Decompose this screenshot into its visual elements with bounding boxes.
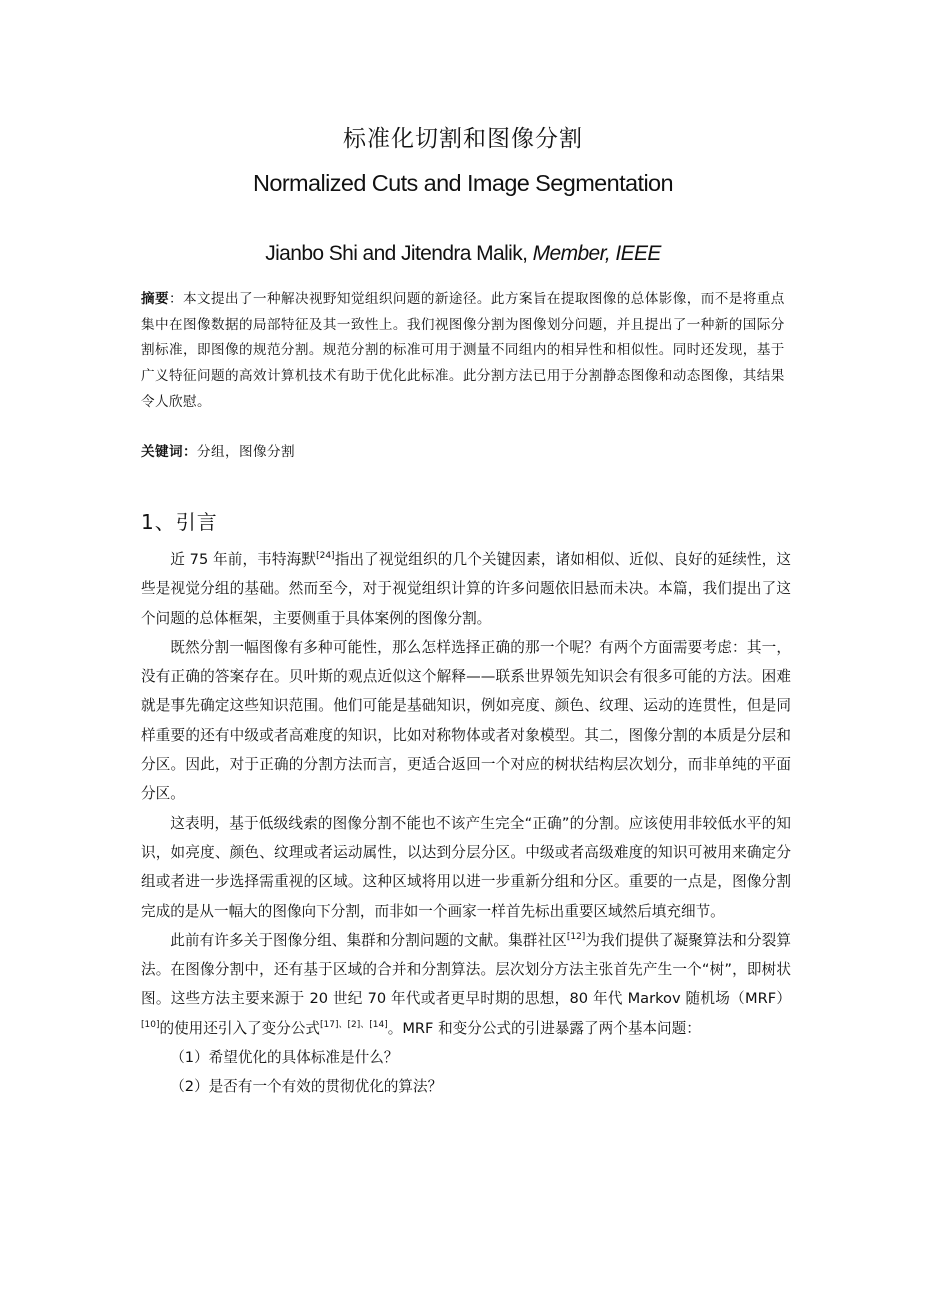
paper-title-chinese: 标准化切割和图像分割 bbox=[343, 126, 583, 152]
paragraph bbox=[141, 926, 791, 1043]
section-heading-introduction: 1、引言 bbox=[141, 510, 218, 534]
abstract-label: 摘要 bbox=[141, 291, 169, 307]
abstract bbox=[141, 287, 791, 416]
citation: [10] bbox=[141, 1019, 160, 1030]
abstract-text: 本文提出了一种解决视野知觉组织问题的新途径。此方案旨在提取图像的总体影像，而不是将重点集中在图像数据的局部特征及其一致性上。我们视图像分割为图像划分问题，并且提出了一种新的国际分割标准，即图像的规范分割。规范分割的标准可用于测量不同组内的相异性和相似性。同时还发现，基于广义特征问题的高效计算机技术有助于优化此标准。此分割方法已用于分割静态图像和动态图像，其结果令人欣慰。 bbox=[141, 291, 785, 410]
citation: [12] bbox=[566, 932, 586, 942]
paragraph-text: 此前有许多关于图像分组、集群和分割问题的文献。集群社区 bbox=[170, 931, 567, 949]
citation: [24] bbox=[316, 551, 335, 562]
keywords-label: 关键词 bbox=[141, 444, 183, 460]
paragraph-text: 近 75 年前，韦特海默 bbox=[170, 551, 317, 568]
author-role: Member, IEEE bbox=[532, 242, 661, 265]
authors-line bbox=[0, 242, 926, 266]
paragraph-text: 指出了视觉组织的几个关键因素，诸如相似、近似、良好的延续性，这些是视觉分组的基础。然而至今，对于视觉组织计算的许多问题依旧悬而未决。本篇，我们提出了这个问题的总体框架，主要侧重于具体案例的图像分割。 bbox=[141, 551, 791, 627]
question-item: （1）希望优化的具体标准是什么？ bbox=[170, 1049, 399, 1067]
paragraph bbox=[141, 545, 791, 633]
citation: [17]、[2]、[14] bbox=[320, 1019, 388, 1030]
keywords bbox=[141, 440, 791, 464]
paragraph-text: 。MRF 和变分公式的引进暴露了两个基本问题： bbox=[387, 1019, 701, 1037]
question-item: （2）是否有一个有效的贯彻优化的算法？ bbox=[170, 1078, 443, 1096]
paragraph: 这表明，基于低级线索的图像分割不能也不该产生完全“正确”的分割。应该使用非较低水平的知识，如亮度、颜色、纹理或者运动属性，以达到分层分区。中级或者高级难度的知识可被用来确定分组或者进一步选择需重视的区域。这种区域将用以进一步重新分组和分区。重要的一点是，图像分割完成的是从一幅大的图像向下分割，而非如一个画家一样首先标出重要区域然后填充细节。 bbox=[141, 814, 791, 920]
section-body bbox=[141, 545, 791, 1102]
keywords-text: 分组，图像分割 bbox=[196, 444, 295, 460]
paper-title-english: Normalized Cuts and Image Segmentation bbox=[252, 170, 674, 196]
paragraph-text: 的使用还引入了变分公式 bbox=[159, 1019, 321, 1037]
author-names: Jianbo Shi and Jitendra Malik, bbox=[265, 242, 533, 265]
keywords-separator: ： bbox=[182, 444, 197, 460]
paragraph-text: 为我们提供了凝聚算法和分裂算法。在图像分割中，还有基于区域的合并和分割算法。层次划分方法主张首先产生一个“树”，即树状图。这些方法主要来源于 20 世纪 70 年代或者更早时期的思想，80 年代 Markov 随机场（MRF） bbox=[141, 931, 791, 1008]
abstract-separator: ： bbox=[169, 291, 183, 307]
paragraph: 既然分割一幅图像有多种可能性，那么怎样选择正确的那一个呢？有两个方面需要考虑：其一，没有正确的答案存在。贝叶斯的观点近似这个解释——联系世界领先知识会有很多可能的方法。困难就是事先确定这些知识范围。他们可能是基础知识，例如亮度、颜色、纹理、运动的连贯性，但是同样重要的还有中级或者高难度的知识，比如对称物体或者对象模型。其二，图像分割的本质是分层和分区。因此，对于正确的分割方法而言，更适合返回一个对应的树状结构层次划分，而非单纯的平面分区。 bbox=[141, 638, 791, 803]
